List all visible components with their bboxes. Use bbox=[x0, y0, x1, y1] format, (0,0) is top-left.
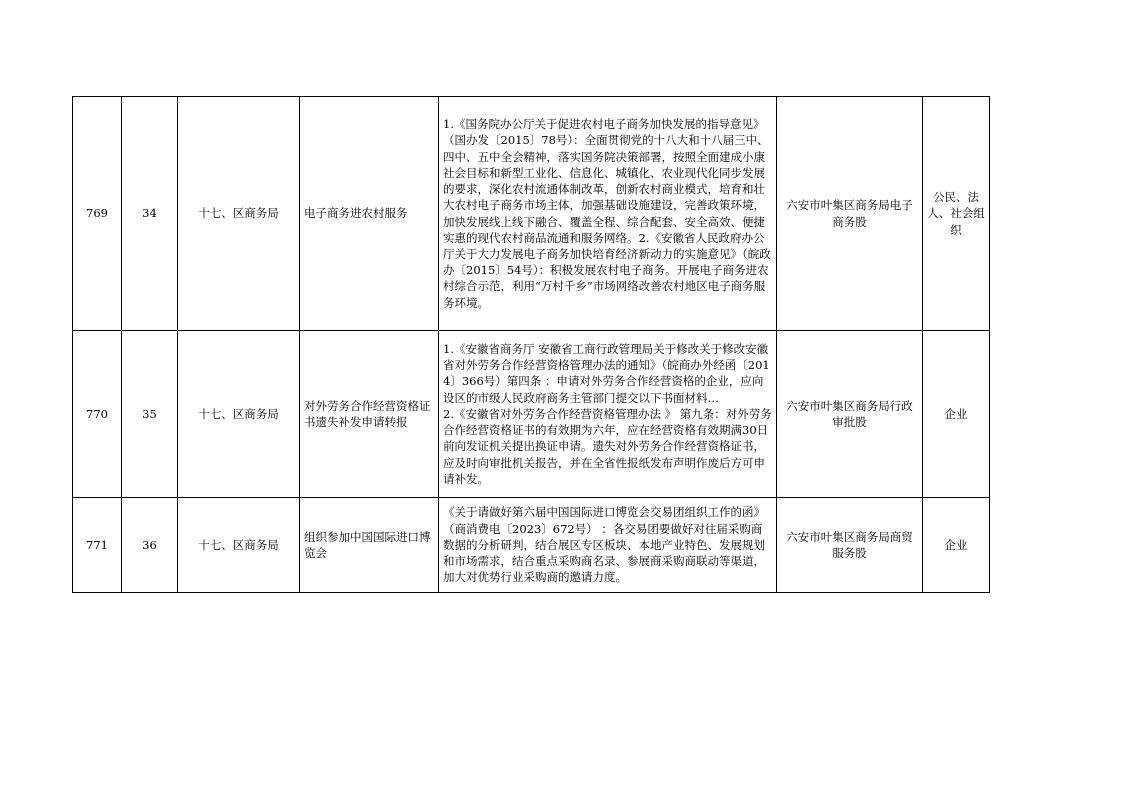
row-target: 公民、法人、社会组织 bbox=[923, 97, 990, 331]
row-service-name: 组织参加中国国际进口博览会 bbox=[300, 498, 439, 593]
table-row bbox=[73, 498, 990, 593]
row-responsible-unit: 六安市叶集区商务局商贸服务股 bbox=[777, 498, 923, 593]
row-basis: 《关于请做好第六届中国国际进口博览会交易团组织工作的函》（商消费电〔2023〕672号） ：各交易团要做好对往届采购商数据的分析研判，结合展区专区板块、本地产业特色、发展规划和市场需求，结合重点采购商名录、参展商采购商联动等渠道，加大对优势行业采购商的邀请力度。 bbox=[439, 498, 777, 593]
row-sub-index: 36 bbox=[122, 498, 178, 593]
row-index: 769 bbox=[73, 97, 122, 331]
row-index: 771 bbox=[73, 498, 122, 593]
table-row bbox=[73, 97, 990, 331]
row-index: 770 bbox=[73, 331, 122, 498]
table-row bbox=[73, 331, 990, 498]
row-department: 十七、区商务局 bbox=[178, 498, 300, 593]
row-target: 企业 bbox=[923, 331, 990, 498]
row-department: 十七、区商务局 bbox=[178, 331, 300, 498]
row-responsible-unit: 六安市叶集区商务局行政审批股 bbox=[777, 331, 923, 498]
row-basis: 1.《安徽省商务厅 安徽省工商行政管理局关于修改关于修改安徽省对外劳务合作经营资格管理办法的通知》（皖商办外经函〔2014〕366号）第四条 ：申请对外劳务合作经营资格的企业，应向设区的市级人民政府商务主管部门提交以下书面材料… 2.《安徽省对外劳务合作经营资格管理办法 》 第九条：对外劳务合作经营资格证书的有效期为六年，应在经营资格有效期满30日前向发证机关提出换证申请。遗失对外劳务合作经营资格证书，应及时向审批机关报告，并在全省性报纸发布声明作废后方可申请补发。 bbox=[439, 331, 777, 498]
row-sub-index: 35 bbox=[122, 331, 178, 498]
row-service-name: 对外劳务合作经营资格证书遗失补发申请转报 bbox=[300, 331, 439, 498]
row-target: 企业 bbox=[923, 498, 990, 593]
row-department: 十七、区商务局 bbox=[178, 97, 300, 331]
row-responsible-unit: 六安市叶集区商务局电子商务股 bbox=[777, 97, 923, 331]
row-sub-index: 34 bbox=[122, 97, 178, 331]
row-basis: 1.《国务院办公厅关于促进农村电子商务加快发展的指导意见》（国办发〔2015〕78号）：全面贯彻党的十八大和十八届三中、四中、五中全会精神，落实国务院决策部署，按照全面建成小康社会目标和新型工业化、信息化、城镇化、农业现代化同步发展的要求，深化农村流通体制改革，创新农村商业模式，培育和壮大农村电子商务市场主体，加强基础设施建设，完善政策环境，加快发展线上线下融合、覆盖全程、综合配套、安全高效、便捷实惠的现代农村商品流通和服务网络。2.《安徽省人民政府办公厅关于大力发展电子商务加快培育经济新动力的实施意见》（皖政办〔2015〕54号）：积极发展农村电子商务。开展电子商务进农村综合示范，利用“万村千乡”市场网络改善农村地区电子商务服务环境。 bbox=[439, 97, 777, 331]
service-list-table bbox=[72, 96, 990, 593]
row-service-name: 电子商务进农村服务 bbox=[300, 97, 439, 331]
